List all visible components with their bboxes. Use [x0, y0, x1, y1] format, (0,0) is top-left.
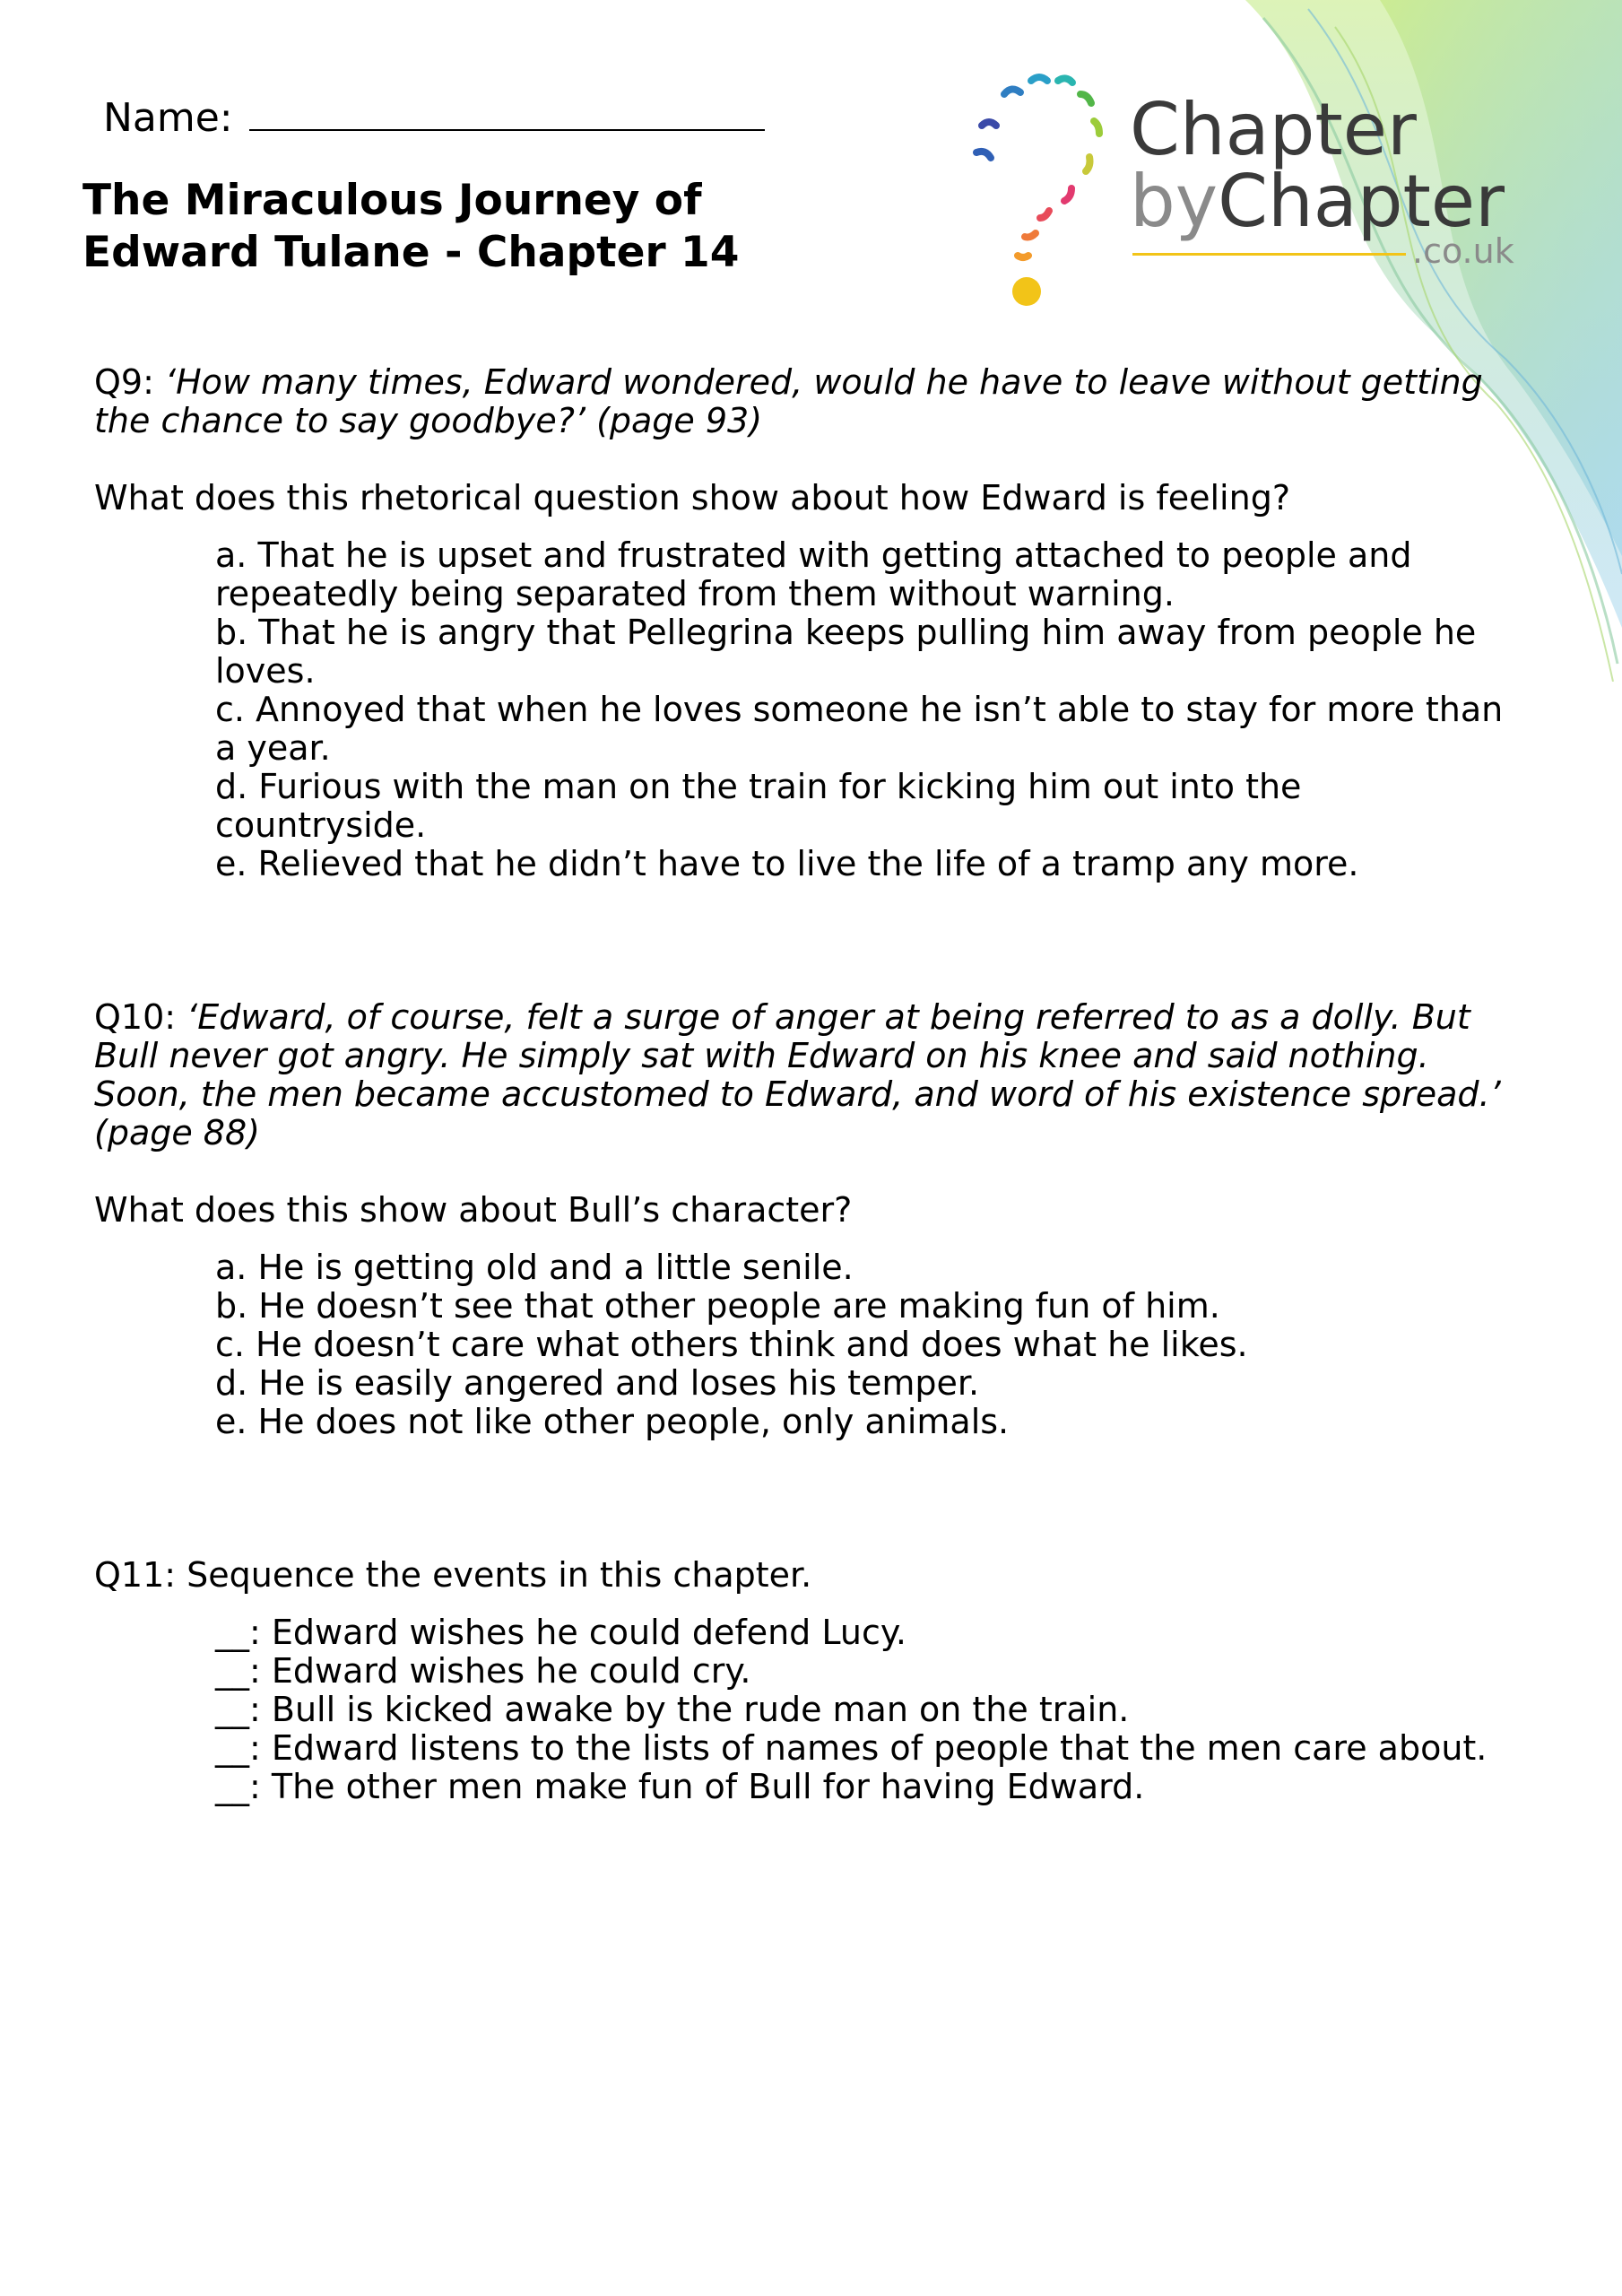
q11-sequence-items — [215, 1613, 1511, 1806]
q9-option-c: c. Annoyed that when he loves someone he isn’t able to stay for more than a year. — [215, 690, 1504, 768]
logo-text-line2: Chapter — [1218, 160, 1505, 243]
q9-quote: ‘How many times, Edward wondered, would he have to leave without getting the chance to say goodbye?’ (page 93) — [94, 362, 1483, 440]
q10-options — [215, 1248, 1511, 1441]
q11-item-3: __: Bull is kicked awake by the rude man on the train. — [215, 1690, 1130, 1729]
logo-text-line1: Chapter — [1130, 88, 1417, 171]
chapter-by-chapter-logo — [964, 54, 1538, 314]
q11-item-2: __: Edward wishes he could cry. — [215, 1651, 751, 1691]
q10-label: Q10: — [94, 997, 177, 1037]
q9-option-d: d. Furious with the man on the train for kicking him out into the countryside. — [215, 767, 1302, 845]
logo-domain: .co.uk — [1412, 231, 1514, 271]
name-field-row — [103, 90, 765, 141]
q10-option-c: c. He doesn’t care what others think and does what he likes. — [215, 1325, 1248, 1364]
question-11-prompt: Q11: Sequence the events in this chapter. — [94, 1555, 812, 1595]
q10-quote: ‘Edward, of course, felt a surge of anger at being referred to as a dolly. But Bull never got angry. He simply sat with Edward on his knee and said nothing. Soon, the men became accustomed to Edward, and word of his existence spread.’ (page 88) — [94, 997, 1501, 1152]
q11-item-1: __: Edward wishes he could defend Lucy. — [215, 1613, 907, 1652]
q10-prompt: What does this show about Bull’s character? — [94, 1190, 853, 1230]
q11-item-4: __: Edward listens to the lists of names of people that the men care about. — [215, 1728, 1488, 1768]
q9-option-b: b. That he is angry that Pellegrina keeps pulling him away from people he loves. — [215, 613, 1477, 691]
logo-wordmark — [1130, 88, 1505, 243]
q9-label: Q9: — [94, 362, 154, 402]
q11-item-5: __: The other men make fun of Bull for having Edward. — [215, 1767, 1145, 1806]
logo-underline — [1132, 253, 1406, 256]
title-line-2: Edward Tulane - Chapter 14 — [82, 228, 740, 277]
title-line-1: The Miraculous Journey of — [82, 176, 702, 225]
q9-option-e: e. Relieved that he didn’t have to live the life of a tramp any more. — [215, 844, 1359, 883]
q10-option-a: a. He is getting old and a little senile. — [215, 1248, 854, 1287]
worksheet-title — [82, 175, 739, 279]
q9-options — [215, 536, 1511, 883]
question-9 — [94, 363, 1511, 440]
worksheet-content — [94, 363, 1511, 1806]
name-input-line[interactable] — [249, 90, 765, 131]
q10-option-d: d. He is easily angered and loses his temper. — [215, 1363, 980, 1403]
question-10 — [94, 998, 1511, 1152]
q9-prompt: What does this rhetorical question show about how Edward is feeling? — [94, 478, 1290, 517]
books-question-mark-icon — [964, 54, 1116, 314]
q9-option-a: a. That he is upset and frustrated with getting attached to people and repeatedly being separated from them without warning. — [215, 535, 1412, 613]
name-label: Name: — [103, 95, 233, 141]
q10-option-e: e. He does not like other people, only animals. — [215, 1402, 1010, 1441]
logo-text-by: by — [1130, 160, 1219, 243]
q10-option-b: b. He doesn’t see that other people are making fun of him. — [215, 1286, 1220, 1326]
